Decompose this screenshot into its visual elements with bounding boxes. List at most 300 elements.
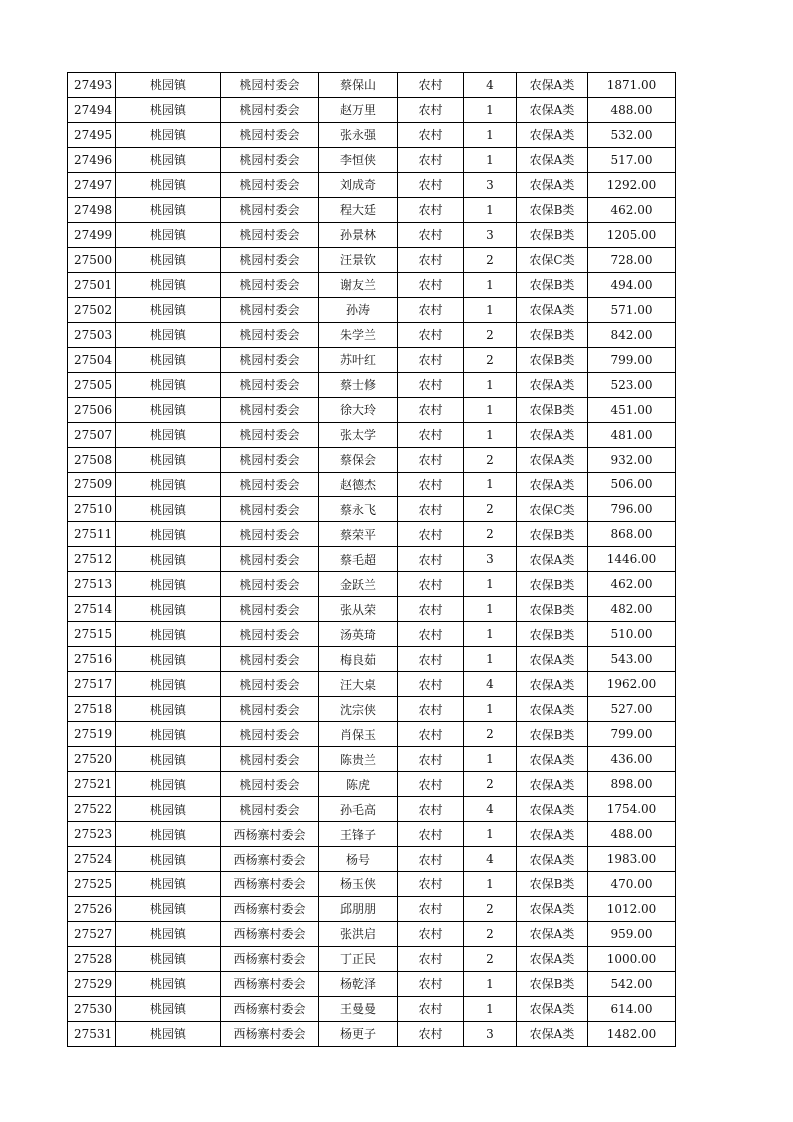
amount-cell: 799.00 [588,722,676,747]
area-type-cell: 农村 [398,247,464,272]
insurance-class-cell: 农保B类 [517,572,588,597]
table-body [68,73,676,1047]
village-committee-cell: 西杨寨村委会 [221,896,319,921]
table-row [68,122,676,147]
area-type-cell: 农村 [398,147,464,172]
table-row [68,97,676,122]
table-row [68,622,676,647]
amount-cell: 932.00 [588,447,676,472]
area-type-cell: 农村 [398,272,464,297]
household-count-cell: 1 [464,272,517,297]
insurance-class-cell: 农保A类 [517,996,588,1021]
amount-cell: 506.00 [588,472,676,497]
table-row [68,597,676,622]
table-row [68,747,676,772]
amount-cell: 959.00 [588,921,676,946]
town-cell: 桃园镇 [116,747,221,772]
household-count-cell: 1 [464,122,517,147]
insurance-class-cell: 农保A类 [517,672,588,697]
record-id-cell: 27523 [68,822,116,847]
amount-cell: 523.00 [588,372,676,397]
table-row [68,347,676,372]
insurance-class-cell: 农保A类 [517,822,588,847]
household-count-cell: 2 [464,497,517,522]
amount-cell: 462.00 [588,197,676,222]
village-committee-cell: 西杨寨村委会 [221,872,319,897]
town-cell: 桃园镇 [116,147,221,172]
amount-cell: 517.00 [588,147,676,172]
household-count-cell: 3 [464,547,517,572]
name-cell: 金跃兰 [319,572,398,597]
record-id-cell: 27530 [68,996,116,1021]
table-row [68,896,676,921]
village-committee-cell: 桃园村委会 [221,397,319,422]
record-id-cell: 27512 [68,547,116,572]
town-cell: 桃园镇 [116,247,221,272]
table-row [68,971,676,996]
record-id-cell: 27524 [68,847,116,872]
amount-cell: 451.00 [588,397,676,422]
village-committee-cell: 西杨寨村委会 [221,822,319,847]
table-row [68,372,676,397]
household-count-cell: 3 [464,172,517,197]
household-count-cell: 1 [464,822,517,847]
household-count-cell: 2 [464,772,517,797]
record-id-cell: 27506 [68,397,116,422]
amount-cell: 614.00 [588,996,676,1021]
household-count-cell: 2 [464,921,517,946]
name-cell: 蔡士修 [319,372,398,397]
amount-cell: 494.00 [588,272,676,297]
town-cell: 桃园镇 [116,522,221,547]
area-type-cell: 农村 [398,971,464,996]
table-row [68,697,676,722]
area-type-cell: 农村 [398,447,464,472]
household-count-cell: 1 [464,597,517,622]
area-type-cell: 农村 [398,97,464,122]
insurance-class-cell: 农保A类 [517,772,588,797]
area-type-cell: 农村 [398,547,464,572]
amount-cell: 510.00 [588,622,676,647]
name-cell: 蔡荣平 [319,522,398,547]
name-cell: 丁正民 [319,946,398,971]
area-type-cell: 农村 [398,122,464,147]
record-id-cell: 27495 [68,122,116,147]
record-id-cell: 27504 [68,347,116,372]
amount-cell: 1000.00 [588,946,676,971]
town-cell: 桃园镇 [116,622,221,647]
household-count-cell: 1 [464,97,517,122]
household-count-cell: 1 [464,996,517,1021]
name-cell: 陈虎 [319,772,398,797]
name-cell: 王曼曼 [319,996,398,1021]
record-id-cell: 27531 [68,1021,116,1046]
table-row [68,447,676,472]
household-count-cell: 1 [464,397,517,422]
village-committee-cell: 桃园村委会 [221,347,319,372]
village-committee-cell: 桃园村委会 [221,147,319,172]
record-id-cell: 27516 [68,647,116,672]
amount-cell: 842.00 [588,322,676,347]
record-id-cell: 27518 [68,697,116,722]
town-cell: 桃园镇 [116,297,221,322]
name-cell: 汤英琦 [319,622,398,647]
household-count-cell: 1 [464,472,517,497]
amount-cell: 1871.00 [588,73,676,98]
insurance-class-cell: 农保B类 [517,347,588,372]
household-count-cell: 2 [464,447,517,472]
table-row [68,996,676,1021]
table-row [68,921,676,946]
name-cell: 汪大桌 [319,672,398,697]
village-committee-cell: 西杨寨村委会 [221,847,319,872]
household-count-cell: 4 [464,672,517,697]
area-type-cell: 农村 [398,772,464,797]
area-type-cell: 农村 [398,222,464,247]
insurance-class-cell: 农保A类 [517,447,588,472]
table-row [68,172,676,197]
village-committee-cell: 桃园村委会 [221,522,319,547]
area-type-cell: 农村 [398,397,464,422]
household-count-cell: 1 [464,197,517,222]
town-cell: 桃园镇 [116,397,221,422]
insurance-class-cell: 农保A类 [517,797,588,822]
town-cell: 桃园镇 [116,697,221,722]
village-committee-cell: 桃园村委会 [221,772,319,797]
record-id-cell: 27514 [68,597,116,622]
village-committee-cell: 桃园村委会 [221,622,319,647]
town-cell: 桃园镇 [116,971,221,996]
village-committee-cell: 桃园村委会 [221,222,319,247]
town-cell: 桃园镇 [116,547,221,572]
household-count-cell: 1 [464,297,517,322]
household-count-cell: 1 [464,372,517,397]
record-id-cell: 27527 [68,921,116,946]
amount-cell: 481.00 [588,422,676,447]
area-type-cell: 农村 [398,921,464,946]
town-cell: 桃园镇 [116,122,221,147]
village-committee-cell: 西杨寨村委会 [221,946,319,971]
household-count-cell: 4 [464,73,517,98]
record-id-cell: 27500 [68,247,116,272]
village-committee-cell: 桃园村委会 [221,97,319,122]
name-cell: 谢友兰 [319,272,398,297]
town-cell: 桃园镇 [116,722,221,747]
insurance-class-cell: 农保B类 [517,872,588,897]
name-cell: 杨乾泽 [319,971,398,996]
household-count-cell: 1 [464,697,517,722]
area-type-cell: 农村 [398,197,464,222]
area-type-cell: 农村 [398,172,464,197]
insurance-class-cell: 农保A类 [517,921,588,946]
insurance-class-cell: 农保A类 [517,372,588,397]
household-count-cell: 4 [464,847,517,872]
town-cell: 桃园镇 [116,572,221,597]
area-type-cell: 农村 [398,1021,464,1046]
amount-cell: 1446.00 [588,547,676,572]
insurance-class-cell: 农保A类 [517,297,588,322]
household-count-cell: 2 [464,946,517,971]
town-cell: 桃园镇 [116,197,221,222]
insurance-class-cell: 农保A类 [517,946,588,971]
village-committee-cell: 桃园村委会 [221,197,319,222]
town-cell: 桃园镇 [116,822,221,847]
table-row [68,672,676,697]
town-cell: 桃园镇 [116,647,221,672]
village-committee-cell: 桃园村委会 [221,722,319,747]
name-cell: 王锋子 [319,822,398,847]
household-count-cell: 1 [464,647,517,672]
town-cell: 桃园镇 [116,847,221,872]
record-id-cell: 27525 [68,872,116,897]
record-id-cell: 27529 [68,971,116,996]
amount-cell: 543.00 [588,647,676,672]
village-committee-cell: 西杨寨村委会 [221,971,319,996]
village-committee-cell: 桃园村委会 [221,322,319,347]
subsidy-table [67,72,676,1047]
area-type-cell: 农村 [398,597,464,622]
town-cell: 桃园镇 [116,872,221,897]
household-count-cell: 1 [464,572,517,597]
town-cell: 桃园镇 [116,672,221,697]
amount-cell: 868.00 [588,522,676,547]
amount-cell: 462.00 [588,572,676,597]
record-id-cell: 27497 [68,172,116,197]
village-committee-cell: 桃园村委会 [221,572,319,597]
amount-cell: 796.00 [588,497,676,522]
table-row [68,197,676,222]
name-cell: 孙毛高 [319,797,398,822]
household-count-cell: 2 [464,247,517,272]
record-id-cell: 27499 [68,222,116,247]
name-cell: 张从荣 [319,597,398,622]
household-count-cell: 1 [464,147,517,172]
village-committee-cell: 桃园村委会 [221,697,319,722]
table-row [68,797,676,822]
name-cell: 杨更子 [319,1021,398,1046]
area-type-cell: 农村 [398,572,464,597]
name-cell: 赵万里 [319,97,398,122]
table-row [68,272,676,297]
amount-cell: 898.00 [588,772,676,797]
amount-cell: 1482.00 [588,1021,676,1046]
insurance-class-cell: 农保B类 [517,722,588,747]
area-type-cell: 农村 [398,372,464,397]
insurance-class-cell: 农保B类 [517,222,588,247]
insurance-class-cell: 农保A类 [517,97,588,122]
insurance-class-cell: 农保A类 [517,697,588,722]
amount-cell: 470.00 [588,872,676,897]
village-committee-cell: 西杨寨村委会 [221,996,319,1021]
name-cell: 苏叶红 [319,347,398,372]
name-cell: 张太学 [319,422,398,447]
area-type-cell: 农村 [398,797,464,822]
amount-cell: 571.00 [588,297,676,322]
town-cell: 桃园镇 [116,896,221,921]
name-cell: 肖保玉 [319,722,398,747]
household-count-cell: 1 [464,872,517,897]
area-type-cell: 农村 [398,697,464,722]
village-committee-cell: 桃园村委会 [221,747,319,772]
insurance-class-cell: 农保A类 [517,422,588,447]
table-row [68,1021,676,1046]
amount-cell: 488.00 [588,822,676,847]
amount-cell: 532.00 [588,122,676,147]
town-cell: 桃园镇 [116,772,221,797]
town-cell: 桃园镇 [116,347,221,372]
area-type-cell: 农村 [398,722,464,747]
area-type-cell: 农村 [398,73,464,98]
insurance-class-cell: 农保B类 [517,272,588,297]
record-id-cell: 27507 [68,422,116,447]
table-row [68,397,676,422]
record-id-cell: 27502 [68,297,116,322]
table-row [68,222,676,247]
amount-cell: 542.00 [588,971,676,996]
record-id-cell: 27522 [68,797,116,822]
amount-cell: 1205.00 [588,222,676,247]
table-row [68,847,676,872]
area-type-cell: 农村 [398,422,464,447]
town-cell: 桃园镇 [116,597,221,622]
table-row [68,647,676,672]
town-cell: 桃园镇 [116,372,221,397]
village-committee-cell: 桃园村委会 [221,372,319,397]
amount-cell: 799.00 [588,347,676,372]
town-cell: 桃园镇 [116,422,221,447]
village-committee-cell: 桃园村委会 [221,597,319,622]
village-committee-cell: 桃园村委会 [221,547,319,572]
record-id-cell: 27508 [68,447,116,472]
area-type-cell: 农村 [398,847,464,872]
amount-cell: 436.00 [588,747,676,772]
insurance-class-cell: 农保A类 [517,172,588,197]
name-cell: 汪景钦 [319,247,398,272]
insurance-class-cell: 农保C类 [517,247,588,272]
area-type-cell: 农村 [398,522,464,547]
record-id-cell: 27528 [68,946,116,971]
village-committee-cell: 桃园村委会 [221,647,319,672]
table-row [68,497,676,522]
insurance-class-cell: 农保B类 [517,397,588,422]
amount-cell: 1292.00 [588,172,676,197]
household-count-cell: 2 [464,347,517,372]
insurance-class-cell: 农保A类 [517,122,588,147]
name-cell: 刘成奇 [319,172,398,197]
village-committee-cell: 桃园村委会 [221,172,319,197]
village-committee-cell: 桃园村委会 [221,497,319,522]
name-cell: 邱朋朋 [319,896,398,921]
town-cell: 桃园镇 [116,946,221,971]
record-id-cell: 27515 [68,622,116,647]
table-row [68,547,676,572]
record-id-cell: 27498 [68,197,116,222]
household-count-cell: 3 [464,1021,517,1046]
insurance-class-cell: 农保A类 [517,472,588,497]
record-id-cell: 27521 [68,772,116,797]
village-committee-cell: 桃园村委会 [221,73,319,98]
record-id-cell: 27513 [68,572,116,597]
insurance-class-cell: 农保A类 [517,896,588,921]
record-id-cell: 27517 [68,672,116,697]
area-type-cell: 农村 [398,347,464,372]
table-row [68,822,676,847]
area-type-cell: 农村 [398,322,464,347]
town-cell: 桃园镇 [116,996,221,1021]
household-count-cell: 1 [464,422,517,447]
table-row [68,722,676,747]
name-cell: 蔡保会 [319,447,398,472]
insurance-class-cell: 农保B类 [517,522,588,547]
village-committee-cell: 西杨寨村委会 [221,921,319,946]
name-cell: 张洪启 [319,921,398,946]
area-type-cell: 农村 [398,872,464,897]
insurance-class-cell: 农保A类 [517,147,588,172]
town-cell: 桃园镇 [116,272,221,297]
insurance-class-cell: 农保B类 [517,597,588,622]
village-committee-cell: 桃园村委会 [221,472,319,497]
table-row [68,73,676,98]
village-committee-cell: 桃园村委会 [221,247,319,272]
name-cell: 朱学兰 [319,322,398,347]
village-committee-cell: 桃园村委会 [221,297,319,322]
village-committee-cell: 桃园村委会 [221,672,319,697]
amount-cell: 527.00 [588,697,676,722]
name-cell: 杨号 [319,847,398,872]
village-committee-cell: 桃园村委会 [221,422,319,447]
record-id-cell: 27511 [68,522,116,547]
area-type-cell: 农村 [398,472,464,497]
town-cell: 桃园镇 [116,497,221,522]
area-type-cell: 农村 [398,747,464,772]
village-committee-cell: 桃园村委会 [221,272,319,297]
town-cell: 桃园镇 [116,921,221,946]
amount-cell: 1012.00 [588,896,676,921]
name-cell: 孙景林 [319,222,398,247]
table-row [68,147,676,172]
table-row [68,472,676,497]
name-cell: 李恒侠 [319,147,398,172]
household-count-cell: 2 [464,896,517,921]
insurance-class-cell: 农保A类 [517,1021,588,1046]
area-type-cell: 农村 [398,622,464,647]
amount-cell: 482.00 [588,597,676,622]
village-committee-cell: 桃园村委会 [221,447,319,472]
household-count-cell: 1 [464,971,517,996]
town-cell: 桃园镇 [116,222,221,247]
household-count-cell: 2 [464,322,517,347]
table-row [68,247,676,272]
name-cell: 杨玉侠 [319,872,398,897]
town-cell: 桃园镇 [116,73,221,98]
name-cell: 徐大玲 [319,397,398,422]
record-id-cell: 27494 [68,97,116,122]
household-count-cell: 2 [464,522,517,547]
table-row [68,772,676,797]
record-id-cell: 27519 [68,722,116,747]
area-type-cell: 农村 [398,647,464,672]
amount-cell: 488.00 [588,97,676,122]
table-row [68,946,676,971]
village-committee-cell: 桃园村委会 [221,122,319,147]
table-row [68,872,676,897]
town-cell: 桃园镇 [116,472,221,497]
area-type-cell: 农村 [398,822,464,847]
name-cell: 蔡保山 [319,73,398,98]
record-id-cell: 27509 [68,472,116,497]
area-type-cell: 农村 [398,996,464,1021]
name-cell: 梅良茹 [319,647,398,672]
